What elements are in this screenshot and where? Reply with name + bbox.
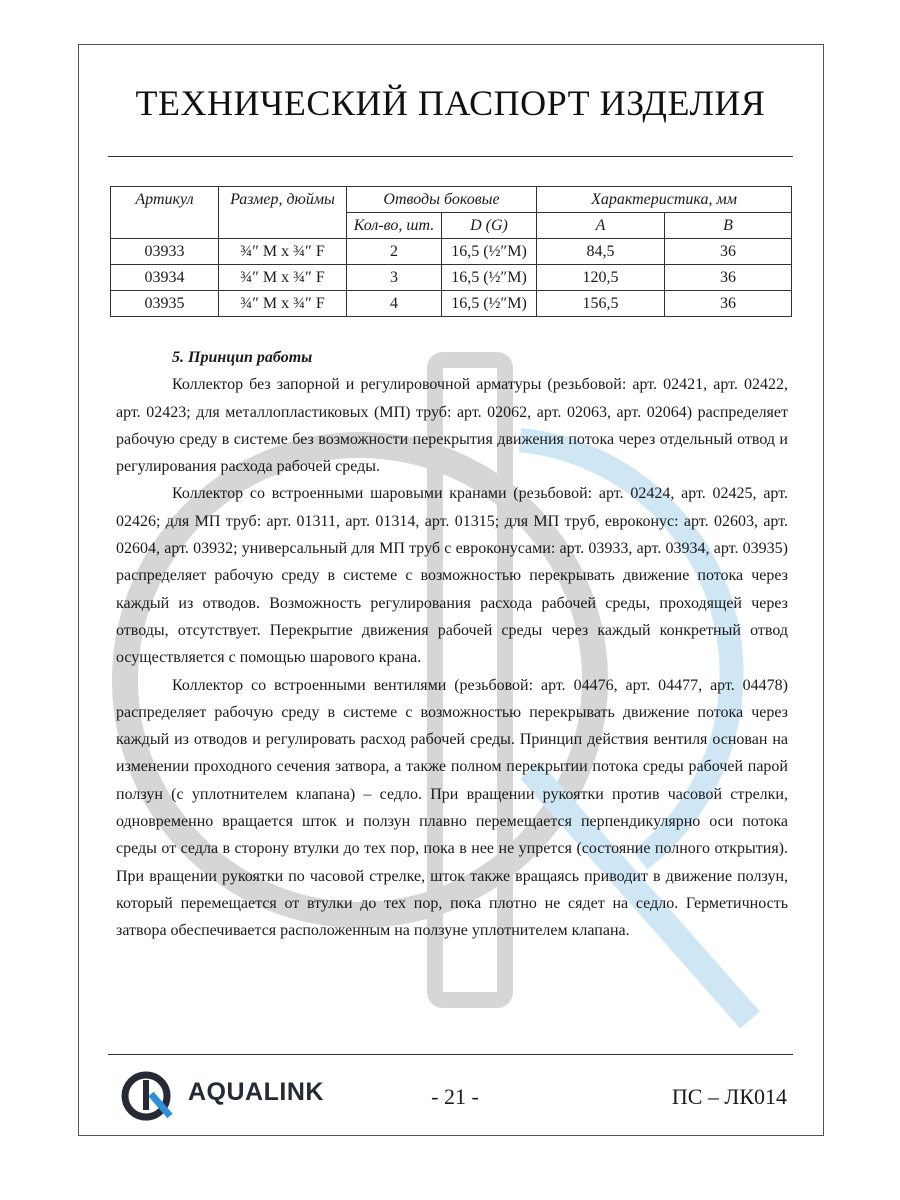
- cell-size: ¾″ M x ¾″ F: [219, 265, 347, 291]
- header-a: А: [537, 213, 665, 239]
- logo-text: AQUALINK: [188, 1078, 324, 1106]
- cell-quantity: 3: [347, 265, 442, 291]
- cell-b: 36: [665, 291, 792, 317]
- cell-b: 36: [665, 239, 792, 265]
- paragraph: Коллектор без запорной и регулировочной арматуры (резьбовой: арт. 02421, арт. 02422, арт. 02423; для металлопластиковых (МП) труб: арт. 02062, арт. 02063, арт. 02064) распределяет рабочую среду в системе без возможности перекрытия движения потока через отдельный отвод и регулирования расхода рабочей среды.: [116, 376, 788, 476]
- spec-table: [110, 186, 792, 317]
- cell-size: ¾″ M x ¾″ F: [219, 239, 347, 265]
- paragraph: Коллектор со встроенными вентилями (резьбовой: арт. 04476, арт. 04477, арт. 04478) распределяет рабочую среду в системе с возможностью перекрывать движение потока через каждый из отводов и регулировать расход рабочей среды. Принцип действия вентиля основан на изменении проходного сечения затвора, а также полном перекрытии потока среды рабочей парой ползун (с уплотнителем клапана) – седло. При вращении рукоятки против часовой стрелки, одновременно вращается шток и ползун плавно перемещается перпендикулярно оси потока среды от седла в сторону втулки до тех пор, пока в нее не упрется (состояние полного открытия). При вращении рукоятки по часовой стрелке, шток также вращаясь приводит в движение ползун, который перемещается от втулки до тех пор, пока плотно не сядет на седло. Герметичность затвора обеспечивается расположенным на ползуне уплотнителем клапана.: [116, 676, 788, 940]
- header-divider: [108, 156, 793, 157]
- document-code: ПС – ЛК014: [671, 1084, 787, 1109]
- header-side-outlets: Отводы боковые: [347, 187, 537, 213]
- cell-diameter: 16,5 (½″M): [442, 291, 537, 317]
- cell-size: ¾″ M x ¾″ F: [219, 291, 347, 317]
- cell-quantity: 4: [347, 291, 442, 317]
- page-number: - 21 -: [431, 1084, 479, 1109]
- aqualink-logo-icon: [118, 1068, 182, 1124]
- cell-a: 120,5: [537, 265, 665, 291]
- cell-quantity: 2: [347, 239, 442, 265]
- cell-diameter: 16,5 (½″M): [442, 239, 537, 265]
- table-row: [111, 239, 792, 265]
- table-row: [111, 291, 792, 317]
- footer-divider: [108, 1054, 793, 1055]
- header-article: Артикул: [111, 187, 219, 239]
- header-b: В: [665, 213, 792, 239]
- aqualink-logo: [118, 1068, 358, 1124]
- header-quantity: Кол-во, шт.: [347, 213, 442, 239]
- header-size: Размер, дюймы: [219, 187, 347, 239]
- paragraph: Коллектор со встроенными шаровыми кранами (резьбовой: арт. 02424, арт. 02425, арт. 02426; для МП труб: арт. 01311, арт. 01314, арт. 01315; для МП труб, евроконус: арт. 02603, арт. 02604, арт. 03932; универсальный для МП труб с евроконусами: арт. 03933, арт. 03934, арт. 03935) распределяет рабочую среду в системе с возможностью перекрывать движение потока через каждый из отводов. Возможность регулирования расхода рабочей среды, проходящей через отводы, отсутствует. Перекрытие движения рабочей среды через каждый конкретный отвод осуществляется с помощью шарового крана.: [116, 485, 788, 667]
- cell-a: 156,5: [537, 291, 665, 317]
- table-header-row: [111, 187, 792, 213]
- section-heading: 5. Принцип работы: [172, 349, 313, 366]
- cell-article: 03933: [111, 239, 219, 265]
- cell-diameter: 16,5 (½″M): [442, 265, 537, 291]
- header-characteristic: Характеристика, мм: [537, 187, 792, 213]
- page-title: ТЕХНИЧЕСКИЙ ПАСПОРТ ИЗДЕЛИЯ: [135, 83, 766, 123]
- cell-a: 84,5: [537, 239, 665, 265]
- section-body: [116, 344, 788, 945]
- cell-b: 36: [665, 265, 792, 291]
- table-row: [111, 265, 792, 291]
- cell-article: 03934: [111, 265, 219, 291]
- cell-article: 03935: [111, 291, 219, 317]
- header-diameter: D (G): [442, 213, 537, 239]
